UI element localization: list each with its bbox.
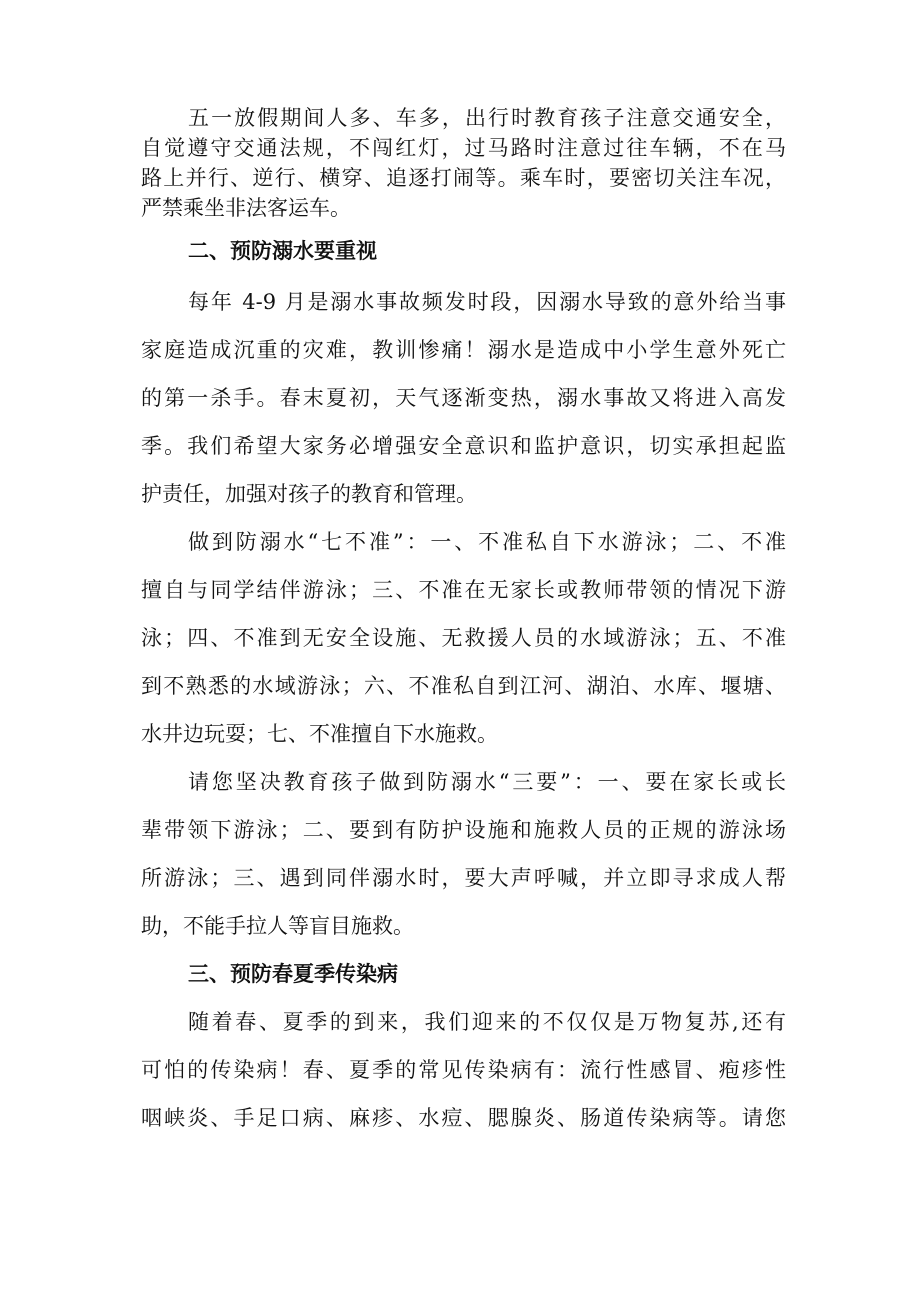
- paragraph-line: 请您坚决教育孩子做到防溺水“三要”：一、要在家长或长: [188, 770, 786, 794]
- paragraph-line: 严禁乘坐非法客运车。: [141, 196, 351, 220]
- section-heading-disease: 三、预防春夏季传染病: [188, 962, 398, 986]
- paragraph-line: 季。我们希望大家务必增强安全意识和监护意识，切实承担起监: [141, 434, 786, 458]
- paragraph-line: 做到防溺水“七不准”：一、不准私自下水游泳；二、不准: [188, 530, 786, 554]
- paragraph-line: 随着春、夏季的到来，我们迎来的不仅仅是万物复苏,还有: [188, 1010, 786, 1034]
- paragraph-line: 擅自与同学结伴游泳；三、不准在无家长或教师带领的情况下游: [141, 578, 786, 602]
- paragraph-line: 每年 4-9 月是溺水事故频发时段，因溺水导致的意外给当事: [188, 290, 786, 314]
- paragraph-line: 咽峡炎、手足口病、麻疹、水痘、腮腺炎、肠道传染病等。请您: [141, 1106, 786, 1130]
- paragraph-line: 家庭造成沉重的灾难，教训惨痛！溺水是造成中小学生意外死亡: [141, 338, 786, 362]
- paragraph-line: 护责任，加强对孩子的教育和管理。: [141, 482, 477, 506]
- paragraph-line: 辈带领下游泳；二、要到有防护设施和施救人员的正规的游泳场: [141, 818, 786, 842]
- paragraph-line: 的第一杀手。春末夏初，天气逐渐变热，溺水事故又将进入高发: [141, 386, 786, 410]
- paragraph-line: 水井边玩耍；七、不准擅自下水施救。: [141, 722, 498, 746]
- paragraph-line: 可怕的传染病！春、夏季的常见传染病有：流行性感冒、疱疹性: [141, 1058, 786, 1082]
- paragraph-line: 助，不能手拉人等盲目施救。: [141, 914, 414, 938]
- paragraph-line: 自觉遵守交通法规，不闯红灯，过马路时注意过往车辆，不在马: [141, 136, 786, 160]
- paragraph-line: 所游泳；三、遇到同伴溺水时，要大声呼喊，并立即寻求成人帮: [141, 866, 786, 890]
- paragraph-line: 到不熟悉的水域游泳；六、不准私自到江河、湖泊、水库、堰塘、: [141, 674, 786, 698]
- paragraph-line: 泳；四、不准到无安全设施、无救援人员的水域游泳；五、不准: [141, 626, 786, 650]
- paragraph-line: 五一放假期间人多、车多，出行时教育孩子注意交通安全，: [188, 106, 786, 130]
- paragraph-line: 路上并行、逆行、横穿、追逐打闹等。乘车时，要密切关注车况，: [141, 166, 786, 190]
- section-heading-drowning: 二、预防溺水要重视: [188, 239, 377, 263]
